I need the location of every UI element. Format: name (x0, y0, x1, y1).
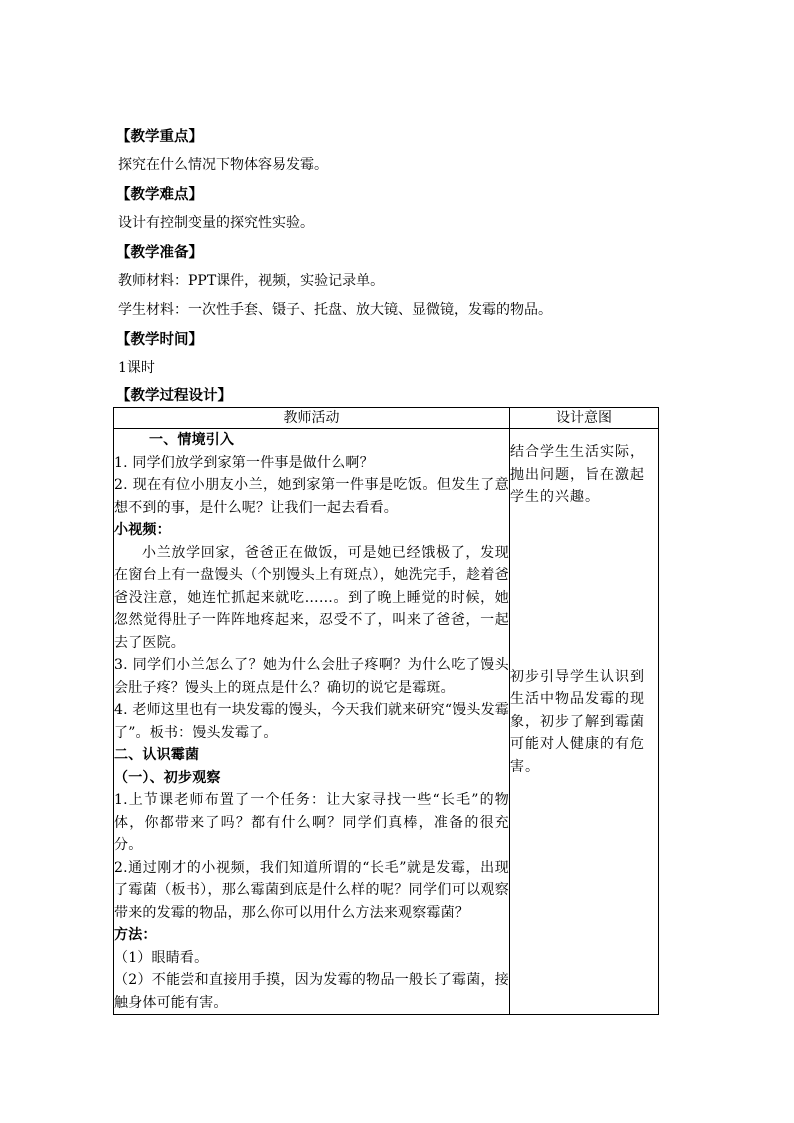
section-heading: 【教学准备】 (116, 244, 203, 261)
method-item: （1）眼睛看。 (114, 949, 209, 966)
table-row (114, 429, 659, 1015)
spacer (510, 509, 658, 666)
lesson-plan-page (114, 122, 663, 1015)
activity-heading: 二、认识霉菌 (114, 747, 200, 763)
activity-paragraph: 2.通过刚才的小视频，我们知道所谓的“长毛”就是发霉，出现了霉菌（板书），那么霉菌到底是什么样的呢？同学们可以观察带来的发霉的物品，那么你可以用什么方法来观察霉菌？ (114, 859, 509, 921)
section-process (118, 383, 663, 407)
section-heading: 【教学过程设计】 (116, 387, 232, 404)
activity-heading: 一、情境引入 (149, 432, 235, 448)
video-label: 小视频： (114, 522, 171, 538)
method-item: （2）不能尝和直接用手摸，因为发霉的物品一般长了霉菌，接触身体可能有害。 (114, 972, 509, 1011)
video-description: 小兰放学回家，爸爸正在做饭，可是她已经饿极了，发现在窗台上有一盘馒头（个别馒头上有斑点），她洗完手，趁着爸爸没注意，她连忙抓起来就吃……。到了晚上睡觉的时候，她忽然觉得肚子一阵阵地疼起来，忍受不了，叫来了爸爸，一起去了医院。 (114, 544, 509, 651)
lesson-process-table (113, 407, 659, 1015)
activity-paragraph: 3. 同学们小兰怎么了？她为什么会肚子疼啊？为什么吃了馒头会肚子疼？馒头上的斑点是什么？确切的说它是霉斑。 (114, 657, 509, 696)
method-label: 方法： (114, 927, 157, 943)
design-intent-text: 初步引导学生认识到生活中物品发霉的现象，初步了解到霉菌可能对人健康的有危害。 (510, 668, 645, 775)
activity-paragraph: 1.上节课老师布置了一个任务：让大家寻找一些“长毛”的物体，你都带来了吗？都有什么啊？同学们真棒，准备的很充分。 (114, 792, 509, 853)
column-header-design-intent: 设计意图 (510, 408, 659, 429)
section-heading: 【教学时间】 (116, 331, 203, 348)
design-intent-cell (510, 429, 659, 1015)
section-difficulties (118, 180, 663, 238)
activity-paragraph: 1. 同学们放学到家第一件事是做什么啊？ (114, 454, 374, 471)
activity-subheading: （一）、初步观察 (114, 769, 221, 786)
section-preparation (118, 238, 663, 325)
section-text: 学生材料：一次性手套、镊子、托盘、放大镜、显微镜，发霉的物品。 (118, 302, 552, 318)
spacer (510, 429, 658, 441)
activity-paragraph: 4. 老师这里也有一块发霉的馒头，今天我们就来研究“馒头发霉了”。板书：馒头发霉了。 (114, 702, 509, 741)
teacher-activity-cell (114, 429, 510, 1015)
section-text: 设计有控制变量的探究性实验。 (118, 215, 314, 231)
design-intent-text: 结合学生生活实际，抛出问题，旨在激起学生的兴趣。 (510, 444, 645, 505)
column-header-teacher-activity: 教师活动 (114, 408, 510, 429)
section-time (118, 325, 663, 383)
section-text: 探究在什么情况下物体容易发霉。 (118, 157, 328, 173)
section-text: 1课时 (118, 360, 155, 376)
section-text: 教师材料：PPT课件，视频，实验记录单。 (118, 273, 385, 289)
section-key-points (118, 122, 663, 180)
section-heading: 【教学重点】 (116, 128, 203, 145)
activity-paragraph: 2. 现在有位小朋友小兰，她到家第一件事是吃饭。但发生了意想不到的事，是什么呢？让我们一起去看看。 (114, 477, 509, 516)
table-header-row (114, 408, 659, 429)
section-heading: 【教学难点】 (116, 186, 203, 203)
